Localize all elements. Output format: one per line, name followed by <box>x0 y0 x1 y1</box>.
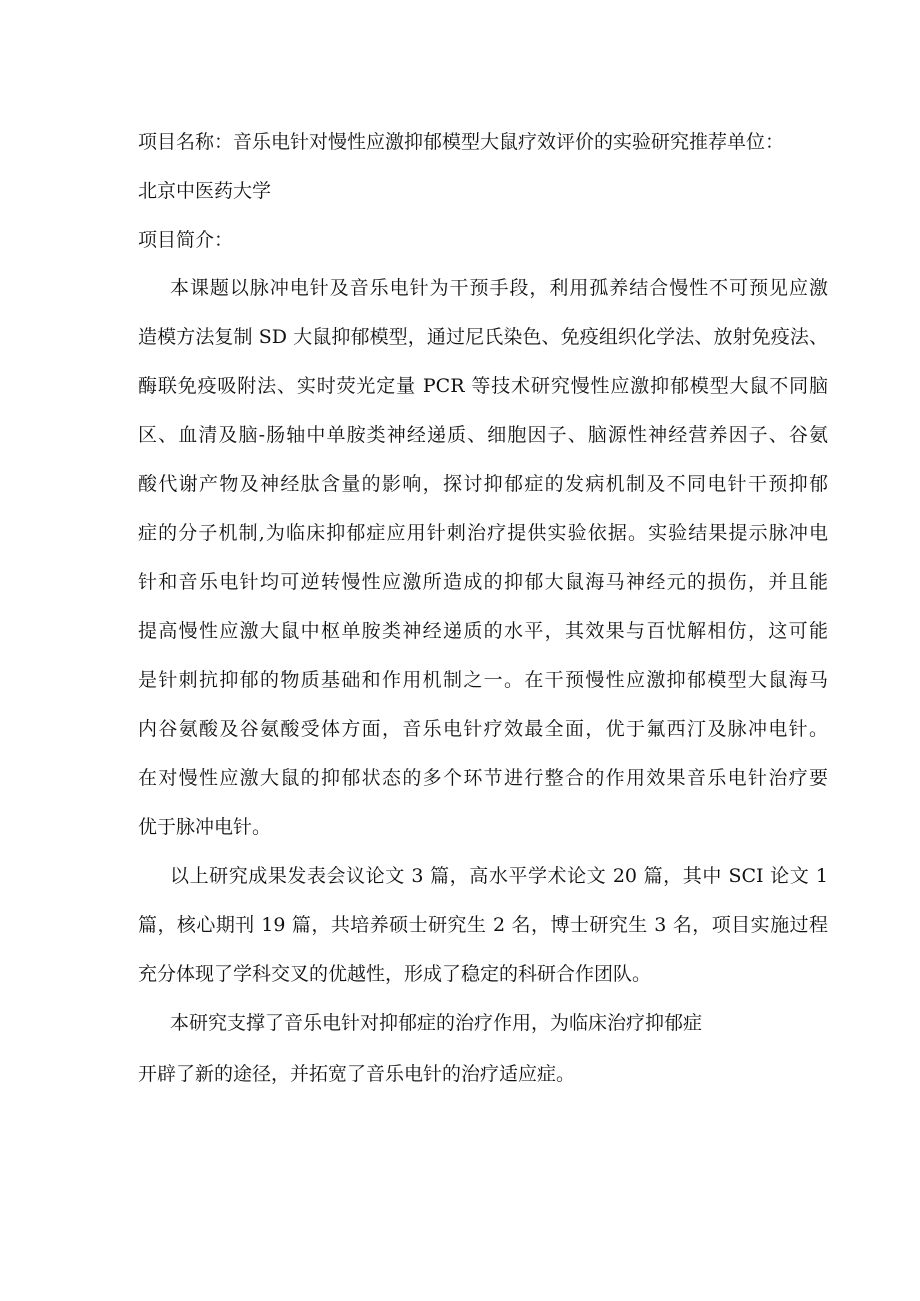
paragraph2-line: 以上研究成果发表会议论文 3 篇，高水平学术论文 20 篇，其中 SCI 论文 1 <box>170 865 828 887</box>
paragraph2-line: 充分体现了学科交叉的优越性，形成了稳定的科研合作团队。 <box>138 963 652 985</box>
paragraph1-line: 提高慢性应激大鼠中枢单胺类神经递质的水平，其效果与百忧解相仿，这可能 <box>138 620 828 642</box>
paragraph1-line: 优于脉冲电针。 <box>138 816 272 838</box>
project-intro-heading: 项目简介： <box>138 229 234 251</box>
project-title-line: 项目名称：音乐电针对慢性应激抑郁模型大鼠疗效评价的实验研究推荐单位： <box>138 131 785 153</box>
paragraph1-line: 造模方法复制 SD 大鼠抑郁模型，通过尼氏染色、免疫组织化学法、放射免疫法、 <box>138 326 828 348</box>
paragraph1-line: 酸代谢产物及神经肽含量的影响，探讨抑郁症的发病机制及不同电针干预抑郁 <box>138 473 828 495</box>
paragraph2-line: 篇，核心期刊 19 篇，共培养硕士研究生 2 名，博士研究生 3 名，项目实施过程 <box>138 914 828 936</box>
paragraph1-line: 是针刺抗抑郁的物质基础和作用机制之一。在干预慢性应激抑郁模型大鼠海马 <box>138 669 828 691</box>
paragraph1-line: 在对慢性应激大鼠的抑郁状态的多个环节进行整合的作用效果音乐电针治疗要 <box>138 767 828 789</box>
paragraph3-line: 本研究支撑了音乐电针对抑郁症的治疗作用，为临床治疗抑郁症 <box>170 1012 703 1034</box>
paragraph1-line: 内谷氨酸及谷氨酸受体方面，音乐电针疗效最全面，优于氟西汀及脉冲电针。 <box>138 718 828 740</box>
paragraph1-line: 针和音乐电针均可逆转慢性应激所造成的抑郁大鼠海马神经元的损伤，并且能 <box>138 571 828 593</box>
paragraph1-line: 本课题以脉冲电针及音乐电针为干预手段，利用孤养结合慢性不可预见应激 <box>170 277 828 299</box>
paragraph3-line: 开辟了新的途径，并拓宽了音乐电针的治疗适应症。 <box>138 1063 576 1085</box>
paragraph1-line: 症的分子机制,为临床抑郁症应用针刺治疗提供实验依据。实验结果提示脉冲电 <box>138 522 828 544</box>
recommending-unit-line: 北京中医药大学 <box>138 180 272 202</box>
paragraph1-line: 区、血清及脑-肠轴中单胺类神经递质、细胞因子、脑源性神经营养因子、谷氨 <box>138 424 828 446</box>
paragraph1-line: 酶联免疫吸附法、实时荧光定量 PCR 等技术研究慢性应激抑郁模型大鼠不同脑 <box>138 375 828 397</box>
